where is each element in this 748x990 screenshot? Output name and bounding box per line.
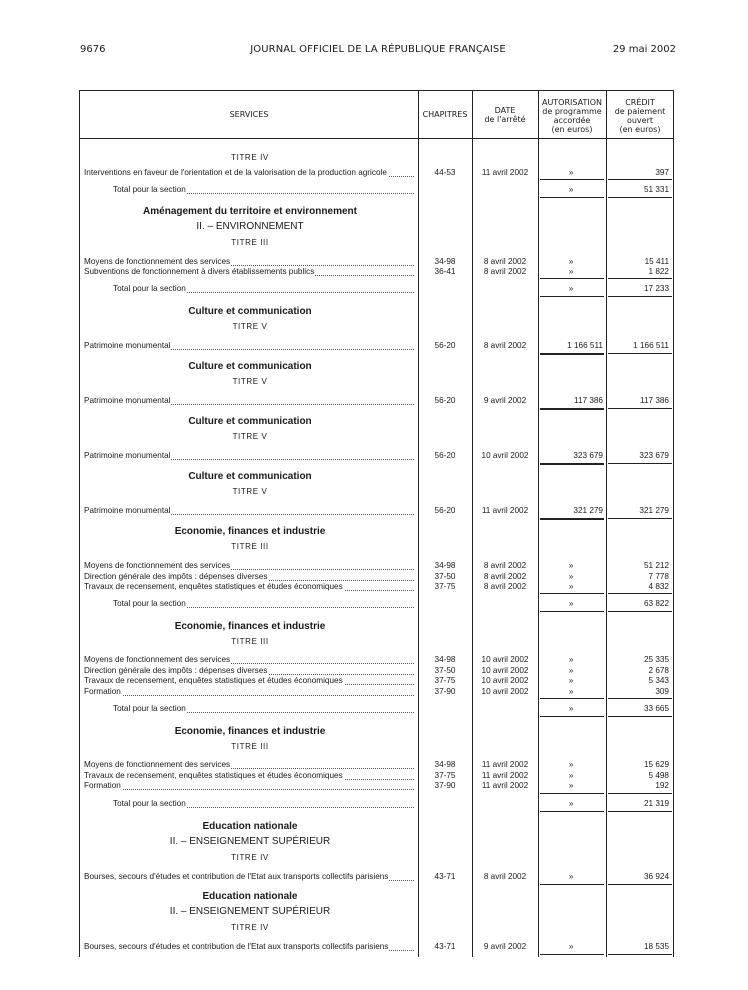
column-header-credit bbox=[606, 98, 674, 134]
total-rule-top bbox=[608, 278, 672, 279]
credit-cell: 192 bbox=[655, 781, 669, 790]
chapitre-cell: 34-98 bbox=[434, 257, 456, 266]
amount-rule bbox=[608, 408, 672, 409]
autorisation-cell: » bbox=[568, 872, 574, 881]
autorisation-cell: » bbox=[568, 666, 574, 675]
page-header bbox=[80, 44, 676, 58]
amount-rule bbox=[540, 954, 604, 955]
row-label-text: Formation bbox=[84, 781, 121, 790]
autorisation-cell: » bbox=[568, 771, 574, 780]
date-cell: 8 avril 2002 bbox=[483, 341, 527, 350]
date-cell: 8 avril 2002 bbox=[483, 561, 527, 570]
total-rule-bottom bbox=[608, 716, 672, 717]
ministry-heading: Economie, finances et industrie bbox=[174, 726, 326, 737]
titre-heading: TITRE IV bbox=[231, 153, 269, 162]
chapitre-cell: 56-20 bbox=[434, 341, 456, 350]
row-label-text: Patrimoine monumental bbox=[84, 396, 171, 405]
date-cell: 8 avril 2002 bbox=[483, 257, 527, 266]
table-row bbox=[0, 395, 748, 407]
row-label-text: Moyens de fonctionnement des services bbox=[84, 655, 231, 664]
date-cell: 10 avril 2002 bbox=[481, 676, 529, 685]
ministry-heading: Culture et communication bbox=[188, 306, 312, 317]
row-label-text: Travaux de recensement, enquêtes statistiques et études économiques bbox=[84, 582, 343, 591]
credit-cell: 117 386 bbox=[640, 396, 669, 405]
titre-heading: TITRE V bbox=[232, 377, 268, 386]
table-row bbox=[0, 780, 748, 792]
journal-title: JOURNAL OFFICIEL DE LA RÉPUBLIQUE FRANÇAISE bbox=[250, 44, 506, 55]
total-rule-bottom bbox=[540, 716, 604, 717]
total-rule-bottom bbox=[608, 811, 672, 812]
subsection-heading: II. – ENVIRONNEMENT bbox=[196, 221, 304, 232]
credit-cell: 36 924 bbox=[643, 872, 669, 881]
total-rule-top bbox=[608, 593, 672, 594]
row-label bbox=[84, 340, 416, 352]
autorisation-cell: » bbox=[568, 284, 574, 293]
table-row bbox=[0, 686, 748, 698]
autorisation-cell: 323 679 bbox=[573, 451, 603, 460]
credit-cell: 5 343 bbox=[648, 676, 669, 685]
subsection-heading: II. – ENSEIGNEMENT SUPÉRIEUR bbox=[169, 836, 331, 847]
autorisation-cell: 1 166 511 bbox=[567, 341, 603, 350]
subsection-heading: II. – ENSEIGNEMENT SUPÉRIEUR bbox=[169, 906, 331, 917]
chapitre-cell: 44-53 bbox=[434, 168, 456, 177]
amount-rule bbox=[608, 518, 672, 519]
date-cell: 9 avril 2002 bbox=[483, 396, 527, 405]
titre-heading: TITRE III bbox=[231, 742, 269, 751]
table-row bbox=[0, 266, 748, 278]
credit-cell: 323 679 bbox=[639, 451, 669, 460]
total-rule-top bbox=[540, 698, 604, 699]
row-label-text: Direction générale des impôts : dépenses diverses bbox=[84, 572, 268, 581]
ministry-heading: Aménagement du territoire et environnement bbox=[143, 206, 357, 217]
publication-date: 29 mai 2002 bbox=[612, 44, 676, 55]
amount-rule bbox=[540, 463, 604, 465]
row-label-text: Patrimoine monumental bbox=[84, 451, 171, 460]
header-line: CRÉDIT bbox=[625, 98, 655, 107]
autorisation-cell: » bbox=[568, 781, 574, 790]
credit-cell: 4 832 bbox=[648, 582, 669, 591]
leader-dots bbox=[84, 695, 414, 696]
credit-cell: 1 822 bbox=[648, 267, 669, 276]
table-row bbox=[0, 167, 748, 179]
header-rule bbox=[79, 138, 674, 139]
table-row bbox=[0, 340, 748, 352]
row-label-text: Total pour la section bbox=[113, 284, 186, 293]
row-label-text: Total pour la section bbox=[113, 185, 186, 194]
ministry-heading: Culture et communication bbox=[188, 416, 312, 427]
row-label-text: Total pour la section bbox=[113, 599, 186, 608]
credit-cell: 5 498 bbox=[648, 771, 669, 780]
autorisation-cell: 117 386 bbox=[574, 396, 603, 405]
chapitre-cell: 56-20 bbox=[434, 451, 456, 460]
titre-heading: TITRE V bbox=[232, 487, 268, 496]
total-rule-bottom bbox=[608, 611, 672, 612]
date-cell: 8 avril 2002 bbox=[483, 872, 527, 881]
titre-heading: TITRE IV bbox=[231, 853, 269, 862]
header-line: de paiement bbox=[614, 107, 666, 116]
row-label bbox=[113, 184, 416, 196]
row-label bbox=[113, 598, 416, 610]
column-header-date-line: DATE bbox=[494, 106, 516, 115]
column-header-chapitres: CHAPITRES bbox=[422, 110, 468, 119]
autorisation-cell: » bbox=[568, 599, 574, 608]
row-label-text: Formation bbox=[84, 687, 121, 696]
autorisation-cell: » bbox=[568, 267, 574, 276]
chapitre-cell: 34-98 bbox=[434, 760, 456, 769]
credit-cell: 397 bbox=[655, 168, 669, 177]
table-row bbox=[0, 871, 748, 883]
header-line: accordée bbox=[553, 116, 591, 125]
column-divider bbox=[472, 90, 473, 957]
titre-heading: TITRE III bbox=[231, 637, 269, 646]
chapitre-cell: 56-20 bbox=[434, 396, 456, 405]
total-rule-top bbox=[540, 793, 604, 794]
titre-heading: TITRE III bbox=[231, 542, 269, 551]
row-label bbox=[113, 798, 416, 810]
ministry-heading: Culture et communication bbox=[188, 361, 312, 372]
chapitre-cell: 43-71 bbox=[434, 872, 456, 881]
row-label-text: Total pour la section bbox=[113, 799, 186, 808]
date-cell: 11 avril 2002 bbox=[481, 771, 529, 780]
row-label bbox=[84, 581, 416, 593]
autorisation-cell: » bbox=[568, 760, 574, 769]
row-label-text: Travaux de recensement, enquêtes statistiques et études économiques bbox=[84, 676, 343, 685]
total-rule-bottom bbox=[608, 197, 672, 198]
credit-cell: 63 822 bbox=[643, 599, 669, 608]
amount-rule bbox=[540, 353, 604, 355]
row-label-text: Travaux de recensement, enquêtes statistiques et études économiques bbox=[84, 771, 343, 780]
chapitre-cell: 37-50 bbox=[434, 666, 456, 675]
date-cell: 11 avril 2002 bbox=[481, 781, 529, 790]
chapitre-cell: 36-41 bbox=[434, 267, 456, 276]
page-number: 9676 bbox=[80, 44, 106, 55]
credit-cell: 17 233 bbox=[643, 284, 669, 293]
titre-heading: TITRE V bbox=[232, 322, 268, 331]
autorisation-cell: » bbox=[568, 704, 574, 713]
row-label bbox=[84, 871, 416, 883]
column-header-date-line: de l'arrêté bbox=[484, 115, 526, 124]
amount-rule bbox=[608, 884, 672, 885]
credit-cell: 15 411 bbox=[644, 257, 669, 266]
chapitre-cell: 37-90 bbox=[434, 687, 456, 696]
total-row bbox=[0, 283, 748, 295]
credit-cell: 21 319 bbox=[643, 799, 669, 808]
row-label-text: Subventions de fonctionnement à divers établissements publics bbox=[84, 267, 315, 276]
amount-rule bbox=[540, 408, 604, 410]
table-row bbox=[0, 505, 748, 517]
titre-heading: TITRE IV bbox=[231, 923, 269, 932]
autorisation-cell: » bbox=[568, 572, 574, 581]
date-cell: 10 avril 2002 bbox=[481, 451, 529, 460]
credit-cell: 18 535 bbox=[643, 942, 669, 951]
total-row bbox=[0, 184, 748, 196]
ministry-heading: Economie, finances et industrie bbox=[174, 621, 326, 632]
amount-rule bbox=[608, 353, 672, 354]
row-label bbox=[84, 450, 416, 462]
table-row bbox=[0, 450, 748, 462]
column-header-services: SERVICES bbox=[229, 110, 269, 119]
autorisation-cell: » bbox=[568, 942, 574, 951]
chapitre-cell: 37-90 bbox=[434, 781, 456, 790]
amount-rule bbox=[608, 954, 672, 955]
row-label-text: Moyens de fonctionnement des services bbox=[84, 760, 231, 769]
column-divider bbox=[538, 90, 539, 957]
autorisation-cell: » bbox=[568, 257, 574, 266]
total-rule-top bbox=[608, 698, 672, 699]
date-cell: 11 avril 2002 bbox=[481, 168, 529, 177]
amount-rule bbox=[608, 463, 672, 464]
date-cell: 10 avril 2002 bbox=[481, 666, 529, 675]
row-label-text: Bourses, secours d'études et contribution de l'Etat aux transports collectifs parisiens bbox=[84, 872, 389, 881]
row-label-text: Moyens de fonctionnement des services bbox=[84, 257, 231, 266]
credit-cell: 51 331 bbox=[643, 185, 669, 194]
header-line: (en euros) bbox=[619, 125, 661, 134]
row-label bbox=[84, 686, 416, 698]
credit-cell: 51 212 bbox=[643, 561, 669, 570]
credit-cell: 309 bbox=[655, 687, 669, 696]
total-row bbox=[0, 798, 748, 810]
autorisation-cell: » bbox=[568, 185, 574, 194]
total-rule-top bbox=[608, 179, 672, 180]
row-label bbox=[84, 395, 416, 407]
chapitre-cell: 37-75 bbox=[434, 676, 456, 685]
autorisation-cell: » bbox=[568, 582, 574, 591]
credit-cell: 33 665 bbox=[643, 704, 669, 713]
chapitre-cell: 37-75 bbox=[434, 771, 456, 780]
autorisation-cell: » bbox=[568, 676, 574, 685]
autorisation-cell: » bbox=[568, 168, 574, 177]
chapitre-cell: 34-98 bbox=[434, 655, 456, 664]
table-row bbox=[0, 581, 748, 593]
row-label bbox=[84, 505, 416, 517]
date-cell: 10 avril 2002 bbox=[481, 687, 529, 696]
date-cell: 9 avril 2002 bbox=[483, 942, 527, 951]
credit-cell: 2 678 bbox=[648, 666, 669, 675]
autorisation-cell: » bbox=[568, 561, 574, 570]
row-label bbox=[84, 266, 416, 278]
date-cell: 8 avril 2002 bbox=[483, 267, 527, 276]
row-label-text: Direction générale des impôts : dépenses diverses bbox=[84, 666, 268, 675]
row-label bbox=[113, 283, 416, 295]
autorisation-cell: » bbox=[568, 655, 574, 664]
column-divider bbox=[418, 90, 419, 957]
column-header-autorisation bbox=[538, 98, 606, 134]
autorisation-cell: » bbox=[568, 687, 574, 696]
row-label bbox=[84, 780, 416, 792]
chapitre-cell: 34-98 bbox=[434, 561, 456, 570]
total-rule-bottom bbox=[540, 811, 604, 812]
date-cell: 11 avril 2002 bbox=[481, 506, 529, 515]
row-label-text: Total pour la section bbox=[113, 704, 186, 713]
total-row bbox=[0, 598, 748, 610]
total-rule-top bbox=[540, 179, 604, 180]
ministry-heading: Education nationale bbox=[202, 821, 298, 832]
amount-rule bbox=[540, 518, 604, 520]
date-cell: 10 avril 2002 bbox=[481, 655, 529, 664]
row-label-text: Bourses, secours d'études et contribution de l'Etat aux transports collectifs parisiens bbox=[84, 942, 389, 951]
credit-cell: 15 629 bbox=[643, 760, 669, 769]
credit-cell: 25 335 bbox=[643, 655, 669, 664]
chapitre-cell: 37-50 bbox=[434, 572, 456, 581]
column-divider bbox=[606, 90, 607, 957]
total-rule-top bbox=[540, 278, 604, 279]
credit-cell: 1 166 511 bbox=[633, 341, 669, 350]
total-rule-bottom bbox=[540, 611, 604, 612]
date-cell: 8 avril 2002 bbox=[483, 582, 527, 591]
chapitre-cell: 37-75 bbox=[434, 582, 456, 591]
chapitre-cell: 56-20 bbox=[434, 506, 456, 515]
autorisation-cell: 321 279 bbox=[573, 506, 603, 515]
autorisation-cell: » bbox=[568, 799, 574, 808]
header-line: de programme bbox=[542, 107, 602, 116]
table-row bbox=[0, 941, 748, 953]
column-header-date bbox=[472, 106, 538, 124]
header-line: ouvert bbox=[626, 116, 654, 125]
leader-dots bbox=[84, 789, 414, 790]
titre-heading: TITRE III bbox=[231, 238, 269, 247]
credit-cell: 7 778 bbox=[648, 572, 669, 581]
credit-cell: 321 279 bbox=[639, 506, 669, 515]
date-cell: 8 avril 2002 bbox=[483, 572, 527, 581]
ministry-heading: Education nationale bbox=[202, 891, 298, 902]
row-label-text: Patrimoine monumental bbox=[84, 506, 171, 515]
total-rule-bottom bbox=[540, 197, 604, 198]
row-label bbox=[84, 941, 416, 953]
row-label bbox=[84, 167, 416, 179]
header-line: (en euros) bbox=[551, 125, 593, 134]
total-rule-top bbox=[540, 593, 604, 594]
date-cell: 11 avril 2002 bbox=[481, 760, 529, 769]
row-label bbox=[113, 703, 416, 715]
total-rule-top bbox=[608, 793, 672, 794]
row-label-text: Moyens de fonctionnement des services bbox=[84, 561, 231, 570]
total-rule-bottom bbox=[540, 296, 604, 297]
ministry-heading: Culture et communication bbox=[188, 471, 312, 482]
total-row bbox=[0, 703, 748, 715]
row-label-text: Patrimoine monumental bbox=[84, 341, 171, 350]
header-line: AUTORISATION bbox=[541, 98, 603, 107]
chapitre-cell: 43-71 bbox=[434, 942, 456, 951]
ministry-heading: Economie, finances et industrie bbox=[174, 526, 326, 537]
total-rule-bottom bbox=[608, 296, 672, 297]
row-label-text: Interventions en faveur de l'orientation et de la valorisation de la production agricole bbox=[84, 168, 387, 177]
titre-heading: TITRE V bbox=[232, 432, 268, 441]
amount-rule bbox=[540, 884, 604, 885]
